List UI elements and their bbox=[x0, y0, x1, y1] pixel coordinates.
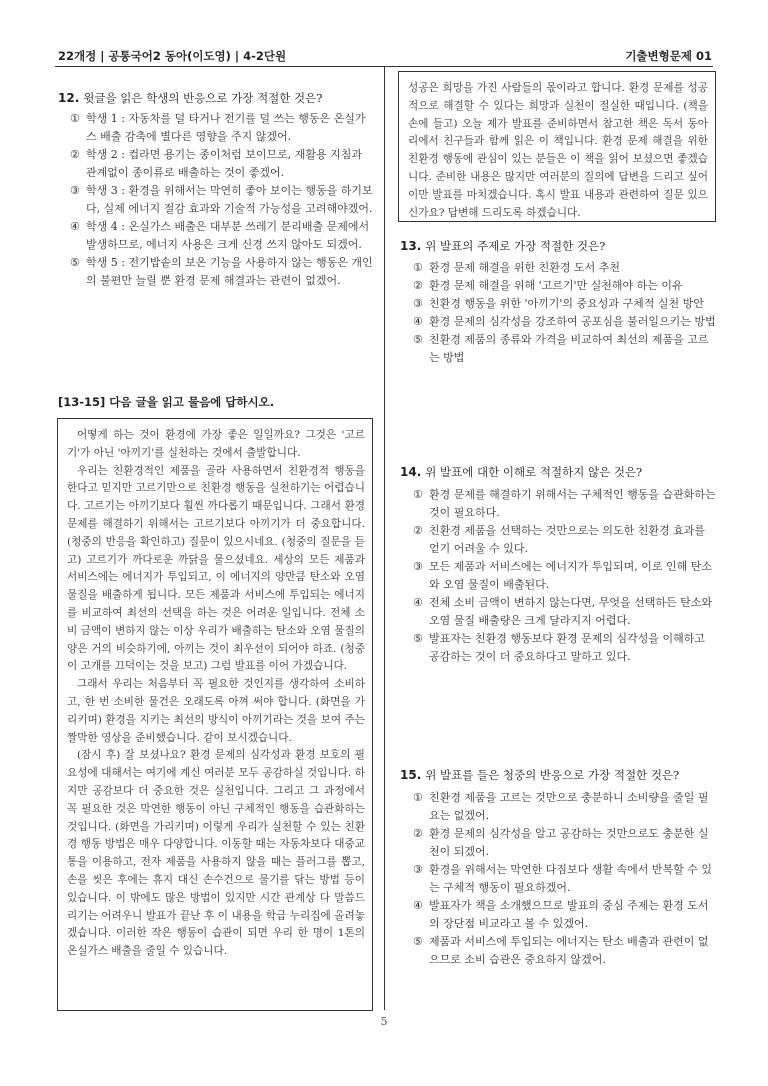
q12-option-3: ③ 학생 3 : 환경을 위해서는 막연히 좋아 보이는 행동을 하기보다, 실제 에너지 절감 효과와 기술적 가능성을 고려해야겠어. bbox=[70, 184, 373, 215]
question-12-title bbox=[58, 89, 374, 107]
q13-option-2: ② 환경 문제 해결을 위해 '고르기'만 실천해야 하는 이유 bbox=[413, 279, 683, 292]
q15-option-5: ⑤ 제품과 서비스에 투입되는 에너지는 탄소 배출과 관련이 없으므로 소비 습관은 중요하지 않겠어. bbox=[413, 935, 709, 966]
q15-option-3: ③ 환경을 위해서는 막연한 다짐보다 생활 속에서 반복할 수 있는 구체적 행동이 필요하겠어. bbox=[413, 863, 712, 894]
question-15-title bbox=[400, 766, 716, 784]
question-12-number: 12. bbox=[58, 91, 80, 105]
question-13-options bbox=[413, 259, 716, 367]
question-13-number: 13. bbox=[400, 239, 422, 253]
question-14-title bbox=[400, 463, 716, 481]
q13-option-5: ⑤ 친환경 제품의 종류와 가격을 비교하여 최선의 제품을 고르는 방법 bbox=[413, 333, 709, 364]
q12-option-4: ④ 학생 4 : 온실가스 배출은 대부분 쓰레기 분리배출 문제에서 발생하므로, 에너지 사용은 크게 신경 쓰지 않아도 되겠어. bbox=[70, 220, 370, 251]
q14-option-4: ④ 전체 소비 금액이 변하지 않는다면, 무엇을 선택하든 탄소와 오염 물질 배출량은 크게 달라지지 어렵다. bbox=[413, 596, 712, 627]
question-12-text: 윗글을 읽은 학생의 반응으로 가장 적절한 것은? bbox=[83, 91, 323, 105]
q12-option-2: ② 학생 2 : 컵라면 용기는 종이처럼 보이므로, 재활용 지침과 관계없이 종이류로 배출하는 것이 좋겠어. bbox=[70, 148, 362, 179]
q13-option-4: ④ 환경 문제의 심각성을 강조하여 공포심을 불러일으키는 방법 bbox=[413, 315, 716, 328]
passage-paragraph-5: 성공은 희망을 가진 사람들의 몫이라고 합니다. 환경 문제를 성공적으로 해결할 수 있다는 희망과 실천이 절실한 때입니다. (책을 손에 들고) 오늘 제가 발표를 준비하면서 참고한 책은 독서 동아리에서 친구들과 함께 읽은 이 책입니다. 환경 문제 해결을 위한 친환경 행동에 관심이 있는 분들은 이 책을 읽어 보셨으면 좋겠습니다. 준비한 내용은 많지만 여러분의 질의에 답변을 드리고 싶어 이만 발표를 마치겠습니다. 혹시 발표 내용과 관련하여 질문 있으신가요? 답변해 드리도록 하겠습니다. bbox=[408, 82, 708, 219]
q14-option-1: ① 환경 문제를 해결하기 위해서는 구체적인 행동을 습관화하는 것이 필요하다. bbox=[413, 488, 716, 519]
question-14-number: 14. bbox=[400, 465, 422, 479]
section-heading: [13-15] 다음 글을 읽고 물음에 답하시오. bbox=[58, 395, 275, 409]
question-15-number: 15. bbox=[400, 768, 422, 782]
passage-paragraph-1: 어떻게 하는 것이 환경에 가장 좋은 일일까요? 그것은 '고르기'가 아닌 '아끼기'를 실천하는 것에서 출발합니다. bbox=[67, 429, 365, 459]
q13-option-3: ③ 친환경 행동을 위한 '아끼기'의 중요성과 구체적 실천 방안 bbox=[413, 297, 704, 310]
q15-option-4: ④ 발표자가 책을 소개했으므로 발표의 중심 주제는 환경 도서의 장단점 비교라고 볼 수 있겠어. bbox=[413, 899, 709, 930]
question-14-options bbox=[413, 486, 716, 666]
passage-text bbox=[67, 427, 365, 961]
header-doc-type: 기출변형문제 01 bbox=[625, 49, 712, 63]
passage-paragraph-3: 그래서 우리는 처음부터 꼭 필요한 것인지를 생각하여 소비하고, 한 번 소비한 물건은 오래도록 아껴 써야 합니다. (화면을 가리키며) 환경을 지키는 최선의 방식이 아끼기라는 것을 보여 주는 짤막한 영상을 준비했습니다. 같이 보시겠습니다. bbox=[67, 678, 365, 744]
q15-option-1: ① 친환경 제품을 고르는 것만으로 충분하니 소비량을 줄일 필요는 없겠어. bbox=[413, 791, 709, 822]
question-14-text: 위 발표에 대한 이해로 적절하지 않은 것은? bbox=[425, 465, 643, 479]
q14-option-2: ② 친환경 제품을 선택하는 것만으로는 의도한 친환경 효과를 얻기 어려울 수 있다. bbox=[413, 524, 706, 555]
q12-option-1: ① 학생 1 : 자동차를 덜 타거나 전기를 덜 쓰는 행동은 온실가스 배출 감축에 별다른 영향을 주지 않겠어. bbox=[70, 112, 366, 143]
page-number: 5 bbox=[380, 1015, 388, 1028]
question-15-options bbox=[413, 789, 716, 969]
question-12-options bbox=[70, 110, 373, 290]
question-13-title bbox=[400, 237, 716, 255]
passage-paragraph-4: (잠시 후) 잘 보셨나요? 환경 문제의 심각성과 환경 보호의 필요성에 대해서는 여기에 계신 여러분 모두 공감하실 것입니다. 하지만 공감보다 더 중요한 것은 실천입니다. 그리고 그 과정에서 꼭 필요한 것은 막연한 행동이 아닌 구체적인 행동을 습관화하는 것입니다. (화면을 가리키며) 이렇게 우리가 실천할 수 있는 친환경 행동 방법은 매우 다양합니다. 이동할 때는 자동차보다 대중교통을 이용하고, 전자 제품을 사용하지 않을 때는 플러그를 뽑고, 손을 씻은 후에는 휴지 대신 손수건으로 물기를 닦는 방법 등이 있습니다. 이 밖에도 많은 방법이 있지만 시간 관계상 다 말씀드리기는 어려우니 발표가 끝난 후 이 내용을 학급 누리집에 올려놓겠습니다. 이러한 작은 행동이 습관이 되면 우리 한 명이 1톤의 온실가스 배출을 줄일 수 있습니다. bbox=[67, 749, 365, 958]
q14-option-5: ⑤ 발표자는 친환경 행동보다 환경 문제의 심각성을 이해하고 공감하는 것이 더 중요하다고 말하고 있다. bbox=[413, 632, 706, 663]
q15-option-2: ② 환경 문제의 심각성을 알고 공감하는 것만으로도 충분한 실천이 되겠어. bbox=[413, 827, 709, 858]
passage-paragraph-2: 우리는 친환경적인 제품을 골라 사용하면서 친환경적 행동을 한다고 믿지만 고르기만으로 친환경 행동을 실천하기는 어렵습니다. 고르기는 아끼기보다 훨씬 까다롭기 때문입니다. 그래서 환경 문제를 해결하기 위해서는 고르기보다 아끼기가 더 중요합니다. (청중의 반응을 확인하고) 질문이 있으시네요. (청중의 질문을 듣고) 고르기가 까다로운 까닭을 물으셨네요. 세상의 모든 제품과 서비스에는 에너지가 투입되고, 이 에너지의 양만큼 탄소와 오염 물질을 배출하게 됩니다. 모든 제품과 서비스에 투입되는 에너지를 비교하여 최선의 선택을 하는 것은 어려운 일입니다. 전체 소비 금액이 변하지 않는 이상 우리가 배출하는 탄소와 오염 물질의 양은 거의 비슷하기에, 아끼는 것이 최우선이 되어야 하죠. (청중이 고개를 끄덕이는 것을 보고) 그럼 발표를 이어 가겠습니다. bbox=[67, 464, 365, 673]
question-13-text: 위 발표의 주제로 가장 적절한 것은? bbox=[425, 239, 606, 253]
question-15-text: 위 발표를 들은 청중의 반응으로 가장 적절한 것은? bbox=[425, 768, 680, 782]
column-divider bbox=[384, 67, 385, 1010]
q12-option-5: ⑤ 학생 5 : 전기밥솥의 보온 기능을 사용하지 않는 행동은 개인의 불편만 늘릴 뿐 환경 문제 해결과는 관련이 없겠어. bbox=[70, 256, 373, 287]
header-course-info: 22개정 | 공통국어2 동아(이도영) | 4-2단원 bbox=[58, 49, 287, 63]
q13-option-1: ① 환경 문제 해결을 위한 친환경 도서 추천 bbox=[413, 261, 620, 274]
q14-option-3: ③ 모든 제품과 서비스에는 에너지가 투입되며, 이로 인해 탄소와 오염 물질이 배출된다. bbox=[413, 560, 712, 591]
passage-continuation bbox=[408, 80, 708, 222]
